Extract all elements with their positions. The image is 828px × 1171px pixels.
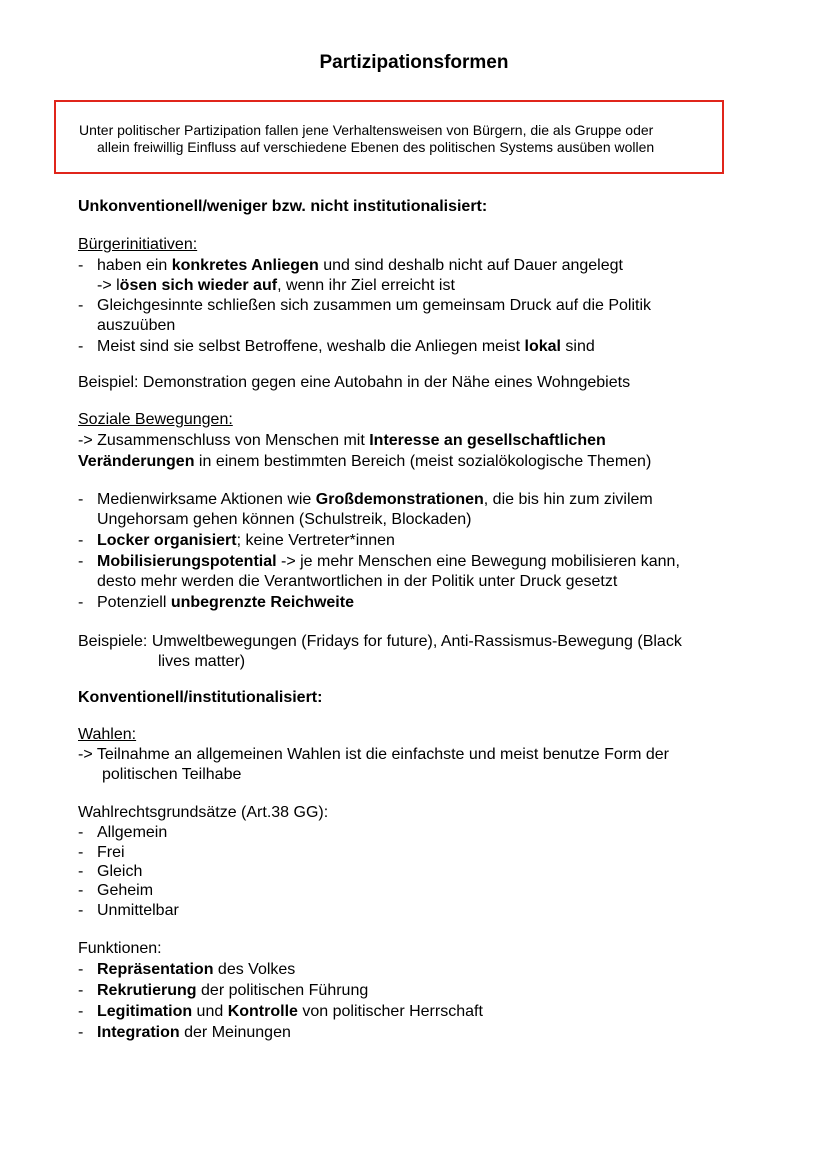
text: -> je mehr Menschen eine Bewegung mobilisieren kann, (276, 553, 680, 570)
bullet-dash: - (78, 1003, 84, 1020)
bi-bullet-1-cont (97, 276, 455, 296)
grundsatz-item: Geheim (97, 882, 154, 899)
text: Meist sind sie selbst Betroffene, weshalb die Anliegen meist (97, 338, 525, 355)
funktion-item (97, 1023, 291, 1043)
wahlen-line-1: -> Teilnahme an allgemeinen Wahlen ist die einfachste und meist benutze Form der (78, 746, 669, 763)
bi-bullet-2: Gleichgesinnte schließen sich zusammen um gemeinsam Druck auf die Politik (97, 297, 652, 314)
text: der Meinungen (179, 1024, 291, 1041)
grundsatz-item: Unmittelbar (97, 902, 179, 919)
sb-bullet-2 (97, 531, 395, 551)
definition-line-2: allein freiwillig Einfluss auf verschiedene Ebenen des politischen Systems ausüben wollen (97, 139, 655, 155)
bold-text: Integration (97, 1024, 180, 1041)
bi-example: Beispiel: Demonstration gegen eine Autobahn in der Nähe eines Wohngebiets (78, 374, 631, 391)
text: , wenn ihr Ziel erreicht ist (277, 277, 455, 294)
section-heading-unconventional: Unkonventionell/weniger bzw. nicht institutionalisiert: (78, 198, 488, 215)
grundsatz-item: Frei (97, 844, 125, 861)
bullet-dash: - (78, 532, 84, 549)
bullet-dash: - (78, 824, 84, 841)
text: sind (560, 338, 595, 355)
funktion-item (97, 981, 368, 1001)
bullet-dash: - (78, 338, 84, 355)
text: -> l (97, 277, 120, 294)
wahlen-line-2: politischen Teilhabe (102, 766, 242, 783)
text: -> Zusammenschluss von Menschen mit (78, 432, 370, 449)
bold-text: ösen sich wieder auf (119, 277, 278, 294)
bi-bullet-2-cont: auszuüben (97, 317, 176, 334)
bold-text: Locker organisiert (97, 532, 237, 549)
bold-text: konkretes Anliegen (171, 257, 319, 274)
funktion-item (97, 960, 295, 980)
bold-text: Repräsentation (97, 961, 214, 978)
bold-text: unbegrenzte Reichweite (170, 594, 354, 611)
text: des Volkes (213, 961, 296, 978)
bold-text: Mobilisierungspotential (97, 553, 277, 570)
sb-bullet-1-cont: Ungehorsam gehen können (Schulstreik, Blockaden) (97, 511, 472, 528)
grundsatz-item: Gleich (97, 863, 143, 880)
bold-text: lokal (524, 338, 561, 355)
bullet-dash: - (78, 863, 84, 880)
sb-bullet-3 (97, 552, 680, 572)
sb-example-1: Beispiele: Umweltbewegungen (Fridays for future), Anti-Rassismus-Bewegung (Black (78, 633, 682, 650)
bold-text: Legitimation (97, 1003, 193, 1020)
text: der politischen Führung (196, 982, 369, 999)
definition-box (54, 100, 724, 174)
section-heading-conventional: Konventionell/institutionalisiert: (78, 689, 323, 706)
sb-bullet-4 (97, 593, 354, 613)
bold-text: Kontrolle (227, 1003, 298, 1020)
definition-line-1: Unter politischer Partizipation fallen jene Verhaltensweisen von Bürgern, die als Gruppe oder (79, 122, 654, 138)
bold-text: Veränderungen (78, 453, 195, 470)
text: Potenziell (97, 594, 171, 611)
bullet-dash: - (78, 882, 84, 899)
text: haben ein (97, 257, 172, 274)
bullet-dash: - (78, 982, 84, 999)
bullet-dash: - (78, 553, 84, 570)
bold-text: Rekrutierung (97, 982, 197, 999)
bold-text: Großdemonstrationen (315, 491, 484, 508)
subheading-wahlen: Wahlen: (78, 726, 137, 743)
funktion-item (97, 1002, 483, 1022)
funktionen-heading: Funktionen: (78, 940, 162, 957)
sb-intro-1 (78, 431, 606, 451)
bi-bullet-1 (97, 256, 623, 276)
text: in einem bestimmten Bereich (meist sozialökologische Themen) (194, 453, 652, 470)
subheading-soziale-bewegungen: Soziale Bewegungen: (78, 411, 233, 428)
page-title: Partizipationsformen (319, 52, 509, 73)
text: und (192, 1003, 228, 1020)
bullet-dash: - (78, 961, 84, 978)
sb-bullet-3-cont: desto mehr werden die Verantwortlichen in der Politik unter Druck gesetzt (97, 573, 618, 590)
grundsatz-item: Allgemein (97, 824, 168, 841)
bullet-dash: - (78, 902, 84, 919)
bullet-dash: - (78, 257, 84, 274)
text: und sind deshalb nicht auf Dauer angelegt (318, 257, 623, 274)
subheading-buergerinitiativen: Bürgerinitiativen: (78, 236, 198, 253)
text: von politischer Herrschaft (297, 1003, 483, 1020)
bullet-dash: - (78, 1024, 84, 1041)
grundsaetze-heading: Wahlrechtsgrundsätze (Art.38 GG): (78, 804, 329, 821)
sb-bullet-1 (97, 490, 653, 510)
bullet-dash: - (78, 297, 84, 314)
text: ; keine Vertreter*innen (236, 532, 395, 549)
sb-intro-2 (78, 452, 651, 472)
text: Medienwirksame Aktionen wie (97, 491, 316, 508)
bullet-dash: - (78, 594, 84, 611)
text: , die bis hin zum zivilem (483, 491, 653, 508)
sb-example-2: lives matter) (158, 653, 246, 670)
bullet-dash: - (78, 844, 84, 861)
bi-bullet-3 (97, 337, 595, 357)
bullet-dash: - (78, 491, 84, 508)
bold-text: Interesse an gesellschaftlichen (369, 432, 606, 449)
